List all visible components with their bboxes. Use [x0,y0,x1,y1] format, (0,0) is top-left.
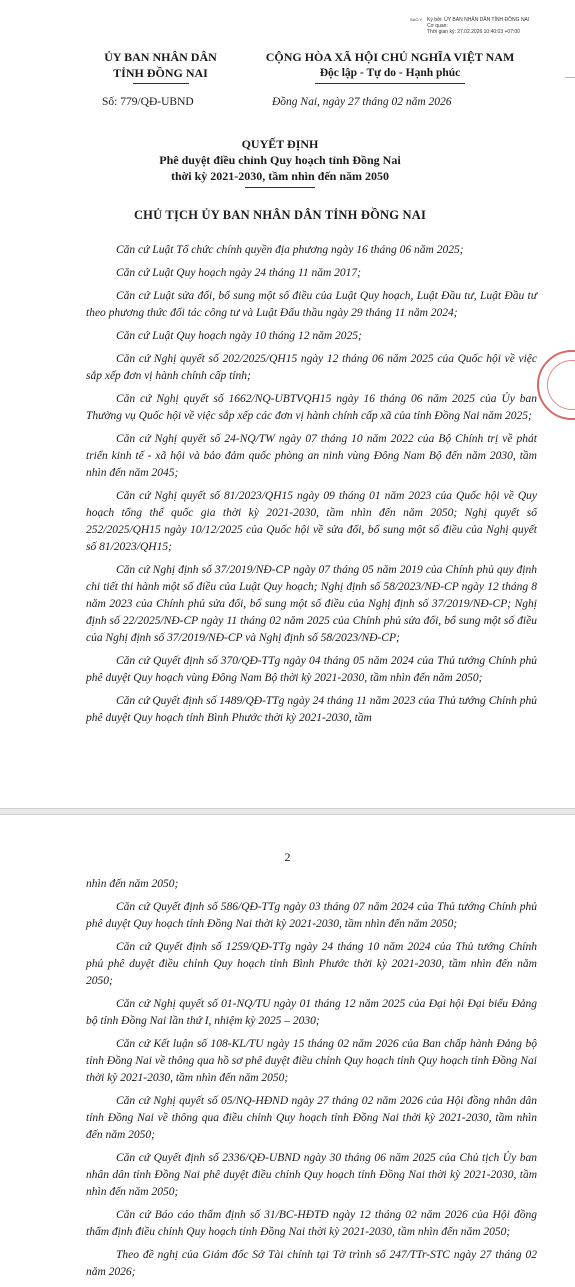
legal-basis-paragraph: Căn cứ Quyết định số 1259/QĐ-TTg ngày 24 tháng 10 năm 2024 của Thủ tướng Chính phủ phê duyệt điều chỉnh Quy hoạch tỉnh Bình Phước thời kỳ 2021-2030, tầm nhìn đến năm 2050; [86,941,537,987]
agency-line-1: ỦY BAN NHÂN DÂN [104,50,217,64]
national-title [240,49,540,84]
legal-basis-paragraph: Căn cứ Nghị quyết số 05/NQ-HĐND ngày 27 tháng 02 năm 2026 của Hội đồng nhân dân tỉnh Đồng Nai về thông qua điều chỉnh Quy hoạch tỉnh Đồng Nai thời kỳ 2021-2030, tầm nhìn đến năm 2050; [86,1095,537,1141]
issuing-authority: CHỦ TỊCH ỦY BAN NHÂN DÂN TỈNH ĐỒNG NAI [133,208,427,222]
signature-time: Thời gian ký: 27.02.2026 10:40:03 +07:00 [427,29,520,35]
legal-basis-paragraph: Căn cứ Luật sửa đổi, bổ sung một số điều của Luật Quy hoạch, Luật Đầu tư, Luật Đầu tư theo phương thức đối tác công tư và Luật Đấu thầu ngày 29 tháng 11 năm 2024; [86,290,537,319]
issuing-agency [88,49,233,84]
continuation-line: nhìn đến năm 2050; [86,878,179,890]
page-number: 2 [284,850,291,864]
legal-basis-paragraph: Theo đề nghị của Giám đốc Sở Tài chính tại Tờ trình số 247/TTr-STC ngày 27 tháng 02 năm 2026; [86,1249,537,1278]
legal-basis-paragraph: Căn cứ Nghị quyết số 81/2023/QH15 ngày 09 tháng 01 năm 2023 của Quốc hội về Quy hoạch tổng thể quốc gia thời kỳ 2021-2030, tầm nhìn đến năm 2050; Nghị quyết số 252/2025/QH15 ngày 10/12/2025 của Quốc hội về sửa đổi, bổ sung một số điều của Nghị quyết số 81/2023/QH15; [86,490,537,553]
legal-basis-paragraph: Căn cứ Luật Quy hoạch ngày 24 tháng 11 năm 2017; [116,267,361,279]
legal-basis-paragraph: Căn cứ Nghị quyết số 1662/NQ-UBTVQH15 ngày 16 tháng 06 năm 2025 của Ủy ban Thường vụ Quốc hội về việc sắp xếp các đơn vị hành chính cấp xã của tỉnh Đồng Nai năm 2025; [86,393,537,422]
decision-subject-line-1: Phê duyệt điều chỉnh Quy hoạch tỉnh Đồng Nai [159,153,401,167]
signature-signer: Ký bởi: ỦY BAN NHÂN DÂN TỈNH ĐỒNG NAI [427,17,530,23]
seal-inner-ring [547,360,575,410]
decision-title: QUYẾT ĐỊNH [241,137,319,151]
legal-basis-paragraph: Căn cứ Luật Tổ chức chính quyền địa phương ngày 16 tháng 06 năm 2025; [116,244,464,256]
edge-mark [565,77,575,78]
document-number: Số: 779/QĐ-UBND [102,96,194,108]
agency-line-2: TỈNH ĐỒNG NAI [113,66,208,80]
signature-agency: Cơ quan: [427,23,448,29]
decision-divider [245,187,315,188]
legal-basis-paragraph: Căn cứ Quyết định số 586/QĐ-TTg ngày 03 tháng 07 năm 2024 của Thủ tướng Chính phủ phê duyệt Quy hoạch tỉnh Đồng Nai thời kỳ 2021-2030, tầm nhìn đến năm 2050; [86,901,537,930]
legal-basis-paragraph: Căn cứ Luật Quy hoạch ngày 10 tháng 12 năm 2025; [116,330,362,342]
document-date: Đồng Nai, ngày 27 tháng 02 năm 2026 [272,96,452,108]
motto-divider [315,83,465,84]
legal-basis-paragraph: Căn cứ Nghị quyết số 01-NQ/TU ngày 01 tháng 12 năm 2025 của Đại hội Đại biểu Đảng bộ tỉnh Đồng Nai lần thứ I, nhiệm kỳ 2025 – 2030; [86,998,537,1027]
national-motto: Độc lập - Tự do - Hạnh phúc [319,67,461,79]
legal-basis-paragraph: Căn cứ Quyết định số 1489/QĐ-TTg ngày 24 tháng 11 năm 2023 của Thủ tướng Chính phủ phê duyệt Quy hoạch tỉnh Bình Phước thời kỳ 2021-2030, tầm [86,695,537,724]
legal-basis-paragraph: Căn cứ Nghị quyết số 202/2025/QH15 ngày 12 tháng 06 năm 2025 của Quốc hội về việc sắp xếp đơn vị hành chính cấp tỉnh; [86,353,537,382]
legal-basis-paragraph: Căn cứ Quyết định số 2336/QĐ-UBND ngày 30 tháng 06 năm 2025 của Chủ tịch Ủy ban nhân dân tỉnh Đồng Nai phê duyệt điều chỉnh Quy hoạch tỉnh Đồng Nai thời kỳ 2021-2030, tầm nhìn đến năm 2050; [86,1152,537,1198]
legal-basis-page-2 [86,876,537,1287]
legal-basis-page-1 [86,242,537,733]
digital-signature-block [400,17,575,35]
page-separator [0,808,575,815]
legal-basis-paragraph: Căn cứ Nghị quyết số 24-NQ/TW ngày 07 tháng 10 năm 2022 của Bộ Chính trị về phát triển kinh tế - xã hội và bảo đảm quốc phòng an ninh vùng Đông Nam Bộ đến năm 2030, tầm nhìn đến năm 2045; [86,433,537,479]
signature-copy-label: SAO Y [410,17,423,22]
legal-basis-paragraph: Căn cứ Kết luận số 108-KL/TU ngày 15 tháng 02 năm 2026 của Ban chấp hành Đảng bộ tỉnh Đồng Nai về thông qua hồ sơ phê duyệt điều chỉnh Quy hoạch tỉnh Quy hoạch tỉnh Đồng Nai thời kỳ 2021-2030, tầm nhìn đến năm 2050; [86,1038,537,1084]
legal-basis-paragraph: Căn cứ Báo cáo thẩm định số 31/BC-HĐTĐ ngày 12 tháng 02 năm 2026 của Hội đồng thẩm định điều chỉnh Quy hoạch tỉnh Đồng Nai thời kỳ 2021-2030, tầm nhìn đến năm 2050; [86,1209,537,1238]
republic-name: CỘNG HÒA XÃ HỘI CHỦ NGHĨA VIỆT NAM [265,50,515,64]
decision-subject-line-2: thời kỳ 2021-2030, tầm nhìn đến năm 2050 [170,169,389,183]
legal-basis-paragraph: Căn cứ Nghị định số 37/2019/NĐ-CP ngày 07 tháng 05 năm 2019 của Chính phủ quy định chi tiết thi hành một số điều của Luật Quy hoạch; Nghị định số 58/2023/NĐ-CP ngày 12 tháng 8 năm 2023 của Chính phủ sửa đổi, bổ sung một số điều của Nghị định số 37/2019/NĐ-CP; Nghị định số 22/2025/NĐ-CP ngày 11 tháng 02 năm 2025 của Chính phủ sửa đổi, bổ sung một số điều của Nghị định số 37/2019/NĐ-CP và Nghị định số 58/2023/NĐ-CP; [86,564,537,644]
decision-heading [130,136,430,188]
agency-divider [133,83,189,84]
legal-basis-paragraph: Căn cứ Quyết định số 370/QĐ-TTg ngày 04 tháng 05 năm 2024 của Thủ tướng Chính phủ phê duyệt Quy hoạch vùng Đông Nam Bộ thời kỳ 2021-2030, tầm nhìn đến năm 2050; [86,655,537,684]
official-seal-stamp [537,350,575,420]
